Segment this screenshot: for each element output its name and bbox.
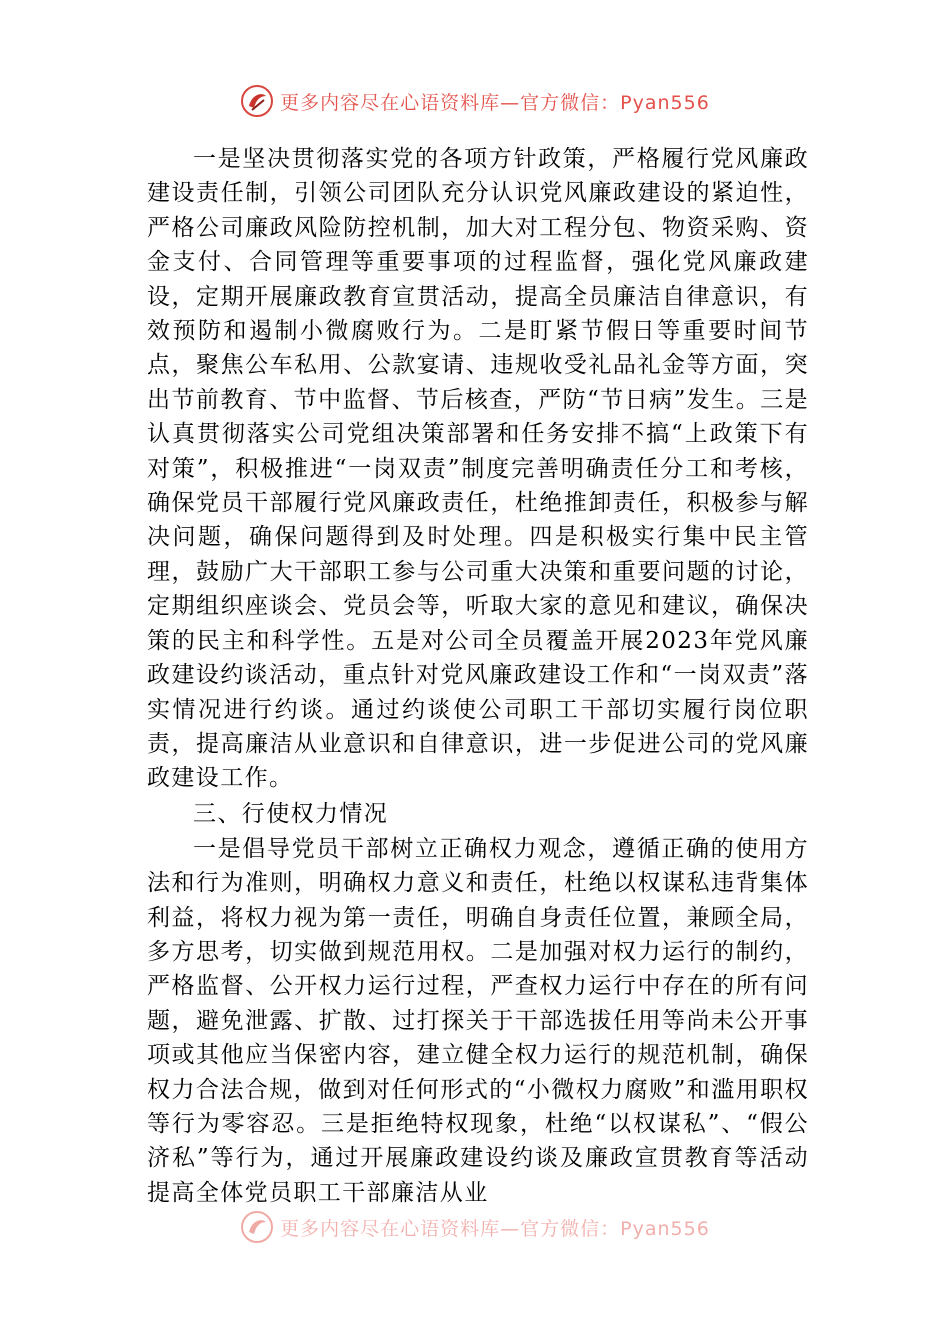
watermark-text: 更多内容尽在心语资料库—官方微信：Pyan556 <box>280 91 710 114</box>
watermark-text: 更多内容尽在心语资料库—官方微信：Pyan556 <box>280 1217 710 1240</box>
document-body <box>147 142 809 1210</box>
watermark-header <box>0 84 950 118</box>
paragraph: 一是倡导党员干部树立正确权力观念，遵循正确的使用方法和行为准则，明确权力意义和责任，杜绝以权谋私违背集体利益，将权力视为第一责任，明确自身责任位置，兼顾全局，多方思考，切实做到规范用权。二是加强对权力运行的制约，严格监督、公开权力运行过程，严查权力运行中存在的所有问题，避免泄露、扩散、过打探关于干部选拔任用等尚未公开事项或其他应当保密内容，建立健全权力运行的规范机制，确保权力合法合规，做到对任何形式的“小微权力腐败”和滥用职权等行为零容忍。三是拒绝特权现象，杜绝“以权谋私”、“假公济私”等行为，通过开展廉政建设约谈及廉政宣贯教育等活动提高全体党员职工干部廉洁从业 <box>147 835 809 1206</box>
watermark-footer <box>0 1210 950 1244</box>
paragraph: 一是坚决贯彻落实党的各项方针政策，严格履行党风廉政建设责任制，引领公司团队充分认识党风廉政建设的紧迫性，严格公司廉政风险防控机制，加大对工程分包、物资采购、资金支付、合同管理等重要事项的过程监督，强化党风廉政建设，定期开展廉政教育宣贯活动，提高全员廉洁自律意识，有效预防和遏制小微腐败行为。二是盯紧节假日等重要时间节点，聚焦公车私用、公款宴请、违规收受礼品礼金等方面，突出节前教育、节中监督、节后核查，严防“节日病”发生。三是认真贯彻落实公司党组决策部署和任务安排不搞“上政策下有对策”，积极推进“一岗双责”制度完善明确责任分工和考核，确保党员干部履行党风廉政责任，杜绝推卸责任，积极参与解决问题，确保问题得到及时处理。四是积极实行集中民主管理，鼓励广大干部职工参与公司重大决策和重要问题的讨论，定期组织座谈会、党员会等，听取大家的意见和建议，确保决策的民主和科学性。五是对公司全员覆盖开展2023年党风廉政建设约谈活动，重点针对党风廉政建设工作和“一岗双责”落实情况进行约谈。通过约谈使公司职工干部切实履行岗位职责，提高廉洁从业意识和自律意识，进一步促进公司的党风廉政建设工作。 <box>147 146 809 792</box>
section-heading: 三、行使权力情况 <box>193 800 389 827</box>
brand-logo-icon <box>240 84 274 118</box>
brand-logo-icon <box>240 1210 274 1244</box>
